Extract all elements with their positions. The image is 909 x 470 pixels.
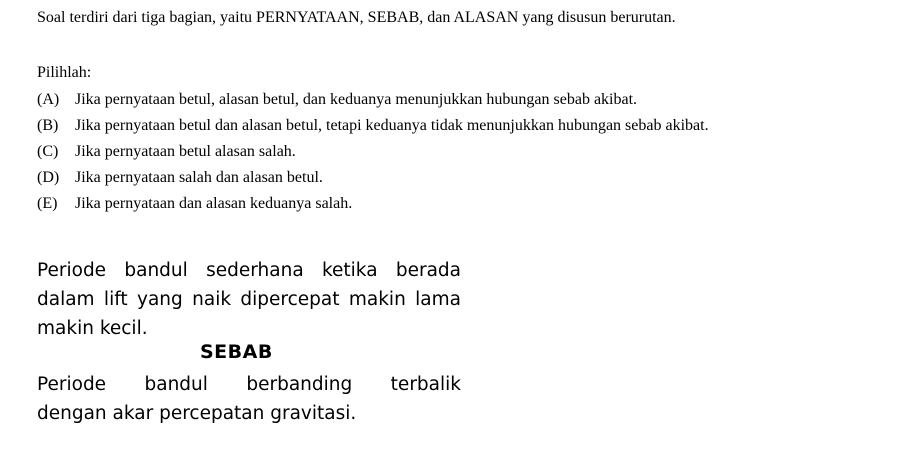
option-b [37,115,873,136]
answer-options-list [37,89,873,214]
option-d [37,167,873,188]
option-e [37,193,873,214]
instructions-pilih-label: Pilihlah: [37,64,92,81]
option-e-text: Jika pernyataan dan alasan keduanya salah. [75,195,353,212]
option-d-text: Jika pernyataan salah dan alasan betul. [75,169,323,186]
option-a-text: Jika pernyataan betul, alasan betul, dan keduanya menunjukkan hubungan sebab akibat. [75,91,638,108]
option-b-key: (B) [37,117,59,134]
question-reason [37,370,461,428]
option-c [37,141,873,162]
instructions-intro: Soal terdiri dari tiga bagian, yaitu PERNYATAAN, SEBAB, dan ALASAN yang disusun berurutan. [37,9,676,26]
option-d-key: (D) [37,169,60,186]
option-e-key: (E) [37,195,58,212]
question-statement: Periode bandul sederhana ketika berada dalam lift yang naik dipercepat makin lama makin kecil. [37,260,461,339]
option-c-key: (C) [37,143,59,160]
option-b-text: Jika pernyataan betul dan alasan betul, tetapi keduanya tidak menunjukkan hubungan sebab akibat. [75,117,709,134]
question-reason-line-1: Periode bandul berbanding terbalik [37,374,461,395]
option-c-text: Jika pernyataan betul alasan salah. [75,143,296,160]
option-a [37,89,873,110]
option-a-key: (A) [37,91,60,108]
question-reason-line-2: dengan akar percepatan gravitasi. [37,403,357,424]
question-connector: SEBAB [200,341,273,363]
